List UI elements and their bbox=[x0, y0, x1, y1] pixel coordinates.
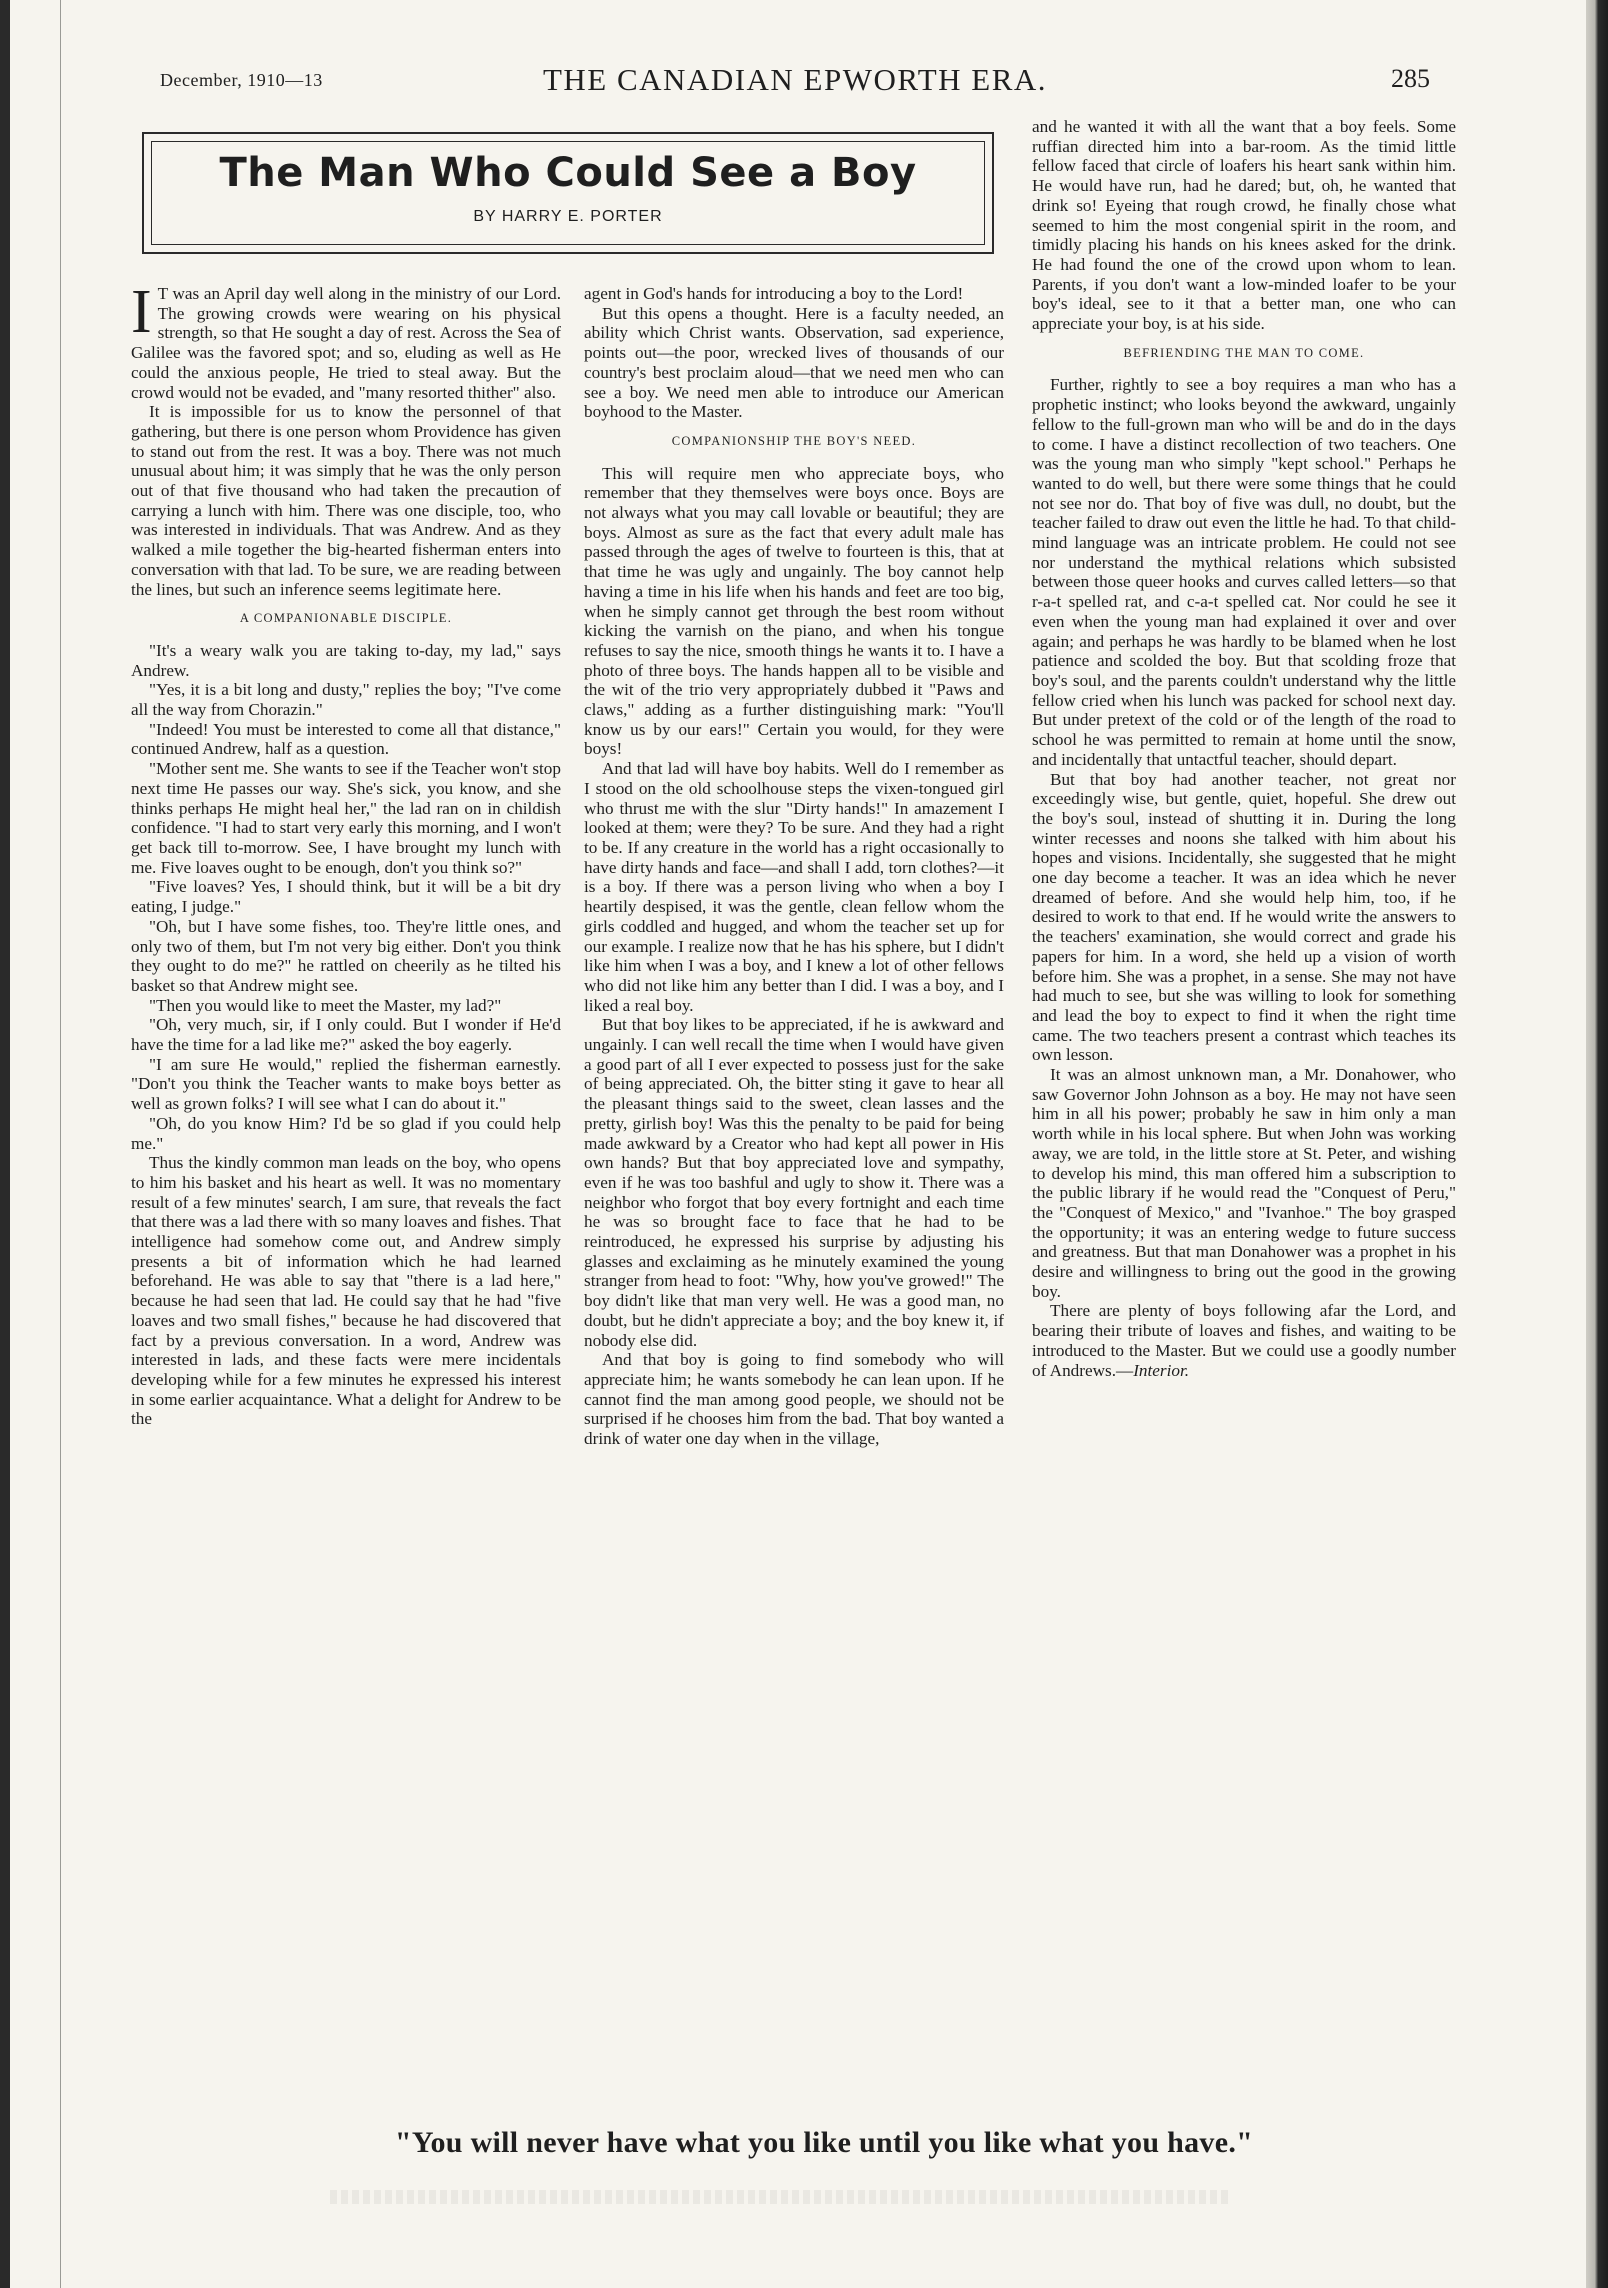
column-3 bbox=[1032, 117, 1456, 1380]
paragraph: It is impossible for us to know the personnel of that gathering, but there is one person whom Providence has given to stand out from the rest. It was a boy. There was not much unusual about him; it was simply that he was the only person out of that five thousand who had taken the precaution of carrying a lunch with him. There was one disciple, too, who was interested in individuals. That was Andrew. And as they walked a mile together the big-hearted fisherman enters into conversation with that lad. To be sure, we are reading between the lines, but such an inference seems legitimate here. bbox=[131, 402, 561, 599]
paragraph: Thus the kindly common man leads on the boy, who opens to him his basket and his heart as well. It was no momentary result of a few minutes' search, I am sure, that reveals the fact that there was a lad there with so many loaves and fishes. That intelligence had somehow come out, and Andrew simply presents a bit of information which he had learned beforehand. He was able to say that "there is a lad here," because he had seen that lad. He could say that he had "five loaves and two small fishes," because he had discovered that fact by a previous conversation. In a word, Andrew was interested in lads, and these facts were mere incidentals developing while for a few minutes he expressed his interest in some earlier acquaintance. What a delight for Andrew to be the bbox=[131, 1153, 561, 1429]
paragraph: But that boy likes to be appreciated, if he is awkward and ungainly. I can well recall the time when I would have given a good part of all I ever expected to possess just for the sake of being appreciated. Oh, the bitter sting it gave to hear all the pleasant things said to the sweet, clean lasses and the pretty, girlish boy! Was this the penalty to be paid for being made awkward by a Creator who had kept all power in His own hands? But that boy appreciated love and sympathy, even if he was too bashful and ugly to show it. There was a neighbor who forgot that boy every fortnight and each time he was so brought face to face that he had to be reintroduced, he expressed his surprise by adjusting his glasses and exclaiming as he minutely examined the young stranger from head to foot: "Why, how you've growed!" The boy didn't like that man very well. He was a good man, no doubt, but he didn't appreciate a boy; and the boy knew it, if nobody else did. bbox=[584, 1015, 1004, 1350]
column-2 bbox=[584, 284, 1004, 1449]
page-number: 285 bbox=[1391, 64, 1430, 93]
reverse-page-show-through bbox=[330, 2190, 1230, 2204]
paragraph: I T was an April day well along in the ministry of our Lord. The growing crowds were wearing on his physical strength, so that He sought a day of rest. Across the Sea of Galilee was the favored spot; and so, eluding as well as He could the anxious people, He tried to steal away. But the crowd would not be evaded, and "many resorted thither" also. bbox=[131, 278, 561, 402]
paragraph: And that boy is going to find somebody who will appreciate him; he wants somebody he can lean upon. If he cannot find the man among good people, we should not be surprised if he chooses him from the bad. That boy wanted a drink of water one day when in the village, bbox=[584, 1350, 1004, 1449]
paragraph: Further, rightly to see a boy requires a man who has a prophetic instinct; who looks beyond the awkward, ungainly fellow to the full-grown man who will be and do in the days to come. I have a distinct recollection of two teachers. One was the young man who simply "kept school." Perhaps he wanted to do well, but there were some things that he could not see nor do. That boy of five was dull, no doubt, but the teacher failed to draw out even the little he had. To that child-mind language was an intricate problem. He could not see nor understand the mythical relations which subsisted between those queer hooks and curves called letters—so that r-a-t spelled rat, and c-a-t spelled cat. Nor could he see it even when the young man had explained it over and over again; and perhaps he was hardly to be blamed when he lost patience and scolded the boy. But that scolding froze that boy's soul, and the parents couldn't understand why the little fellow cried when his lunch was packed for school next day. But under pretext of the cold or of the length of the road to school he was permitted to remain at home until the snow, and incidentally that untactful teacher, should depart. bbox=[1032, 375, 1456, 769]
paragraph: "It's a weary walk you are taking to-day, my lad," says Andrew. bbox=[131, 640, 561, 680]
section-heading: COMPANIONSHIP THE BOY'S NEED. bbox=[671, 433, 917, 448]
paragraph: "Then you would like to meet the Master, my lad?" bbox=[149, 995, 502, 1015]
page-right-edge bbox=[1586, 0, 1608, 2288]
paragraph: "Indeed! You must be interested to come all that distance," continued Andrew, half as a question. bbox=[131, 719, 561, 759]
paragraph: "Yes, it is a bit long and dusty," replies the boy; "I've come all the way from Chorazin." bbox=[131, 680, 561, 720]
article-title: The Man Who Could See a Boy bbox=[219, 150, 917, 196]
paragraph: This will require men who appreciate boys, who remember that they themselves were boys once. Boys are not always what you may call lovable or beautiful; they are boys. Almost as sure as the fact that every adult male has passed through the ages of twelve to fourteen is this, that at that time he was ugly and ungainly. The boy cannot help having a time in his life when his hands and feet are too big, when he simply cannot get through the best room without kicking the varnish on the piano, and when his tongue refuses to say the nice, smooth things he wants it to. I have a photo of three boys. The hands happen all to be visible and the wit of the trio very appropriately dubbed it "Paws and claws," adding as a further distinguishing mark: "You'll know us by our ears!" Certain you would, for they were boys! bbox=[584, 463, 1004, 759]
paragraph: "Mother sent me. She wants to see if the Teacher won't stop next time He passes our way. She's sick, you know, and she thinks perhaps He might heal her," the lad ran on in childish confidence. "I had to start very early this morning, and I won't get back till to-morrow. See, I have brought my lunch with me. Five loaves ought to be enough, don't you think so?" bbox=[131, 759, 561, 877]
paragraph: But this opens a thought. Here is a faculty needed, an ability which Christ wants. Observation, sad experience, points out—the poor, wrecked lives of thousands of our country's best proclaim aloud—that we need men who can see a boy. We need men able to introduce our American boyhood to the Master. bbox=[584, 303, 1004, 422]
publication-title: THE CANADIAN EPWORTH ERA. bbox=[542, 62, 1048, 97]
footer-motto: "You will never have what you like until you like what you have." bbox=[394, 2126, 1254, 2159]
source-credit: Interior. bbox=[1133, 1360, 1190, 1380]
paragraph: It was an almost unknown man, a Mr. Donahower, who saw Governor John Johnson as a boy. He may not have seen him in all his power; probably he saw in him only a man worth while in his local sphere. But when John was working away, we are told, in the little store at St. Peter, and wishing to develop his mind, this man offered him a subscription to the public library if he would read the "Conquest of Peru," the "Conquest of Mexico," and "Ivanhoe." The boy grasped the opportunity; it was an entering wedge to future success and greatness. But that man Donahower was a prophet in his desire and willingness to bring out the good in the growing boy. bbox=[1032, 1065, 1456, 1301]
article-title-box bbox=[142, 132, 994, 254]
column-1 bbox=[131, 278, 561, 1429]
page-left-edge bbox=[0, 0, 10, 2288]
drop-cap: I bbox=[131, 278, 152, 346]
section-heading: A COMPANIONABLE DISCIPLE. bbox=[239, 611, 453, 626]
paragraph: But that boy had another teacher, not great nor exceedingly wise, but gentle, quiet, hopeful. She drew out the boy's soul, instead of shutting it in. During the long winter recesses and noons she talked with him about his hopes and visions. Incidentally, she suggested that he might one day become a teacher. It was an idea which he never dreamed of before. And she would help him, too, if he desired to work to that end. If he would write the answers to the teachers' examination, she would correct and grade his papers for him. In a word, she held up a vision of worth before him. She was a prophet, in a sense. She may not have had much to see, but she was willing to look for something and lead the boy to expect to find it when the right time came. The two teachers present a contrast which teaches its own lesson. bbox=[1032, 769, 1456, 1065]
section-heading: BEFRIENDING THE MAN TO COME. bbox=[1123, 345, 1365, 360]
paragraph: and he wanted it with all the want that a boy feels. Some ruffian directed him into a bar-room. As the timid little fellow faced that circle of loafers his heart sank within him. He would have run, had he dared; but, oh, he wanted that drink so! Eyeing that rough crowd, he finally chose what seemed to him the most congenial spirit in the room, and timidly placing his hands on his knees asked for the drink. He had found the one of the crowd upon whom to lean. Parents, if you don't want a low-minded loafer to be your boy's ideal, see to it that a better man, one who can appreciate your boy, is at his side. bbox=[1032, 117, 1456, 334]
binding-line bbox=[60, 0, 61, 2288]
paragraph: "Oh, very much, sir, if I only could. But I wonder if He'd have the time for a lad like me?" asked the boy eagerly. bbox=[131, 1015, 561, 1055]
paragraph: agent in God's hands for introducing a boy to the Lord! bbox=[584, 284, 964, 303]
paragraph: "Oh, but I have some fishes, too. They're little ones, and only two of them, but I'm not very big either. Don't you think they ought to do me?" he rattled on cheerily as he tilted his basket so that Andrew might see. bbox=[131, 916, 561, 995]
paragraph: "I am sure He would," replied the fisherman earnestly. "Don't you think the Teacher wants to make boys better as well as grown folks? I will see what I can do about it." bbox=[131, 1054, 561, 1114]
issue-date: December, 1910—13 bbox=[160, 70, 323, 90]
paragraph: "Five loaves? Yes, I should think, but it will be a bit dry eating, I judge." bbox=[131, 877, 561, 917]
paragraph: And that lad will have boy habits. Well do I remember as I stood on the old schoolhouse steps the vixen-tongued girl who thrust me with the slur "Dirty hands!" In amazement I looked at them; were they? To be sure. And they had a right to be. If any creature in the world has a right occasionally to have dirty hands and face—and shall I add, torn clothes?—it is a boy. If there was a person living who when a boy I heartily despised, it was the gentle, clean fellow whom the girls coddled and hugged, and whom the teacher set up for our example. I realize now that he has his sphere, but I didn't like him when I was a boy, and I knew a lot of other fellows who did not like him any better than I did. I was a boy, and I liked a real boy. bbox=[584, 759, 1004, 1015]
paragraph: "Oh, do you know Him? I'd be so glad if you could help me." bbox=[131, 1113, 561, 1153]
paragraph: There are plenty of boys following afar the Lord, and bearing their tribute of loaves and fishes, and waiting to be introduced to the Master. But we could use a goodly number of Andrews.—Interior. bbox=[1032, 1301, 1456, 1380]
article-byline: BY HARRY E. PORTER bbox=[473, 208, 663, 225]
running-head bbox=[160, 62, 1430, 102]
